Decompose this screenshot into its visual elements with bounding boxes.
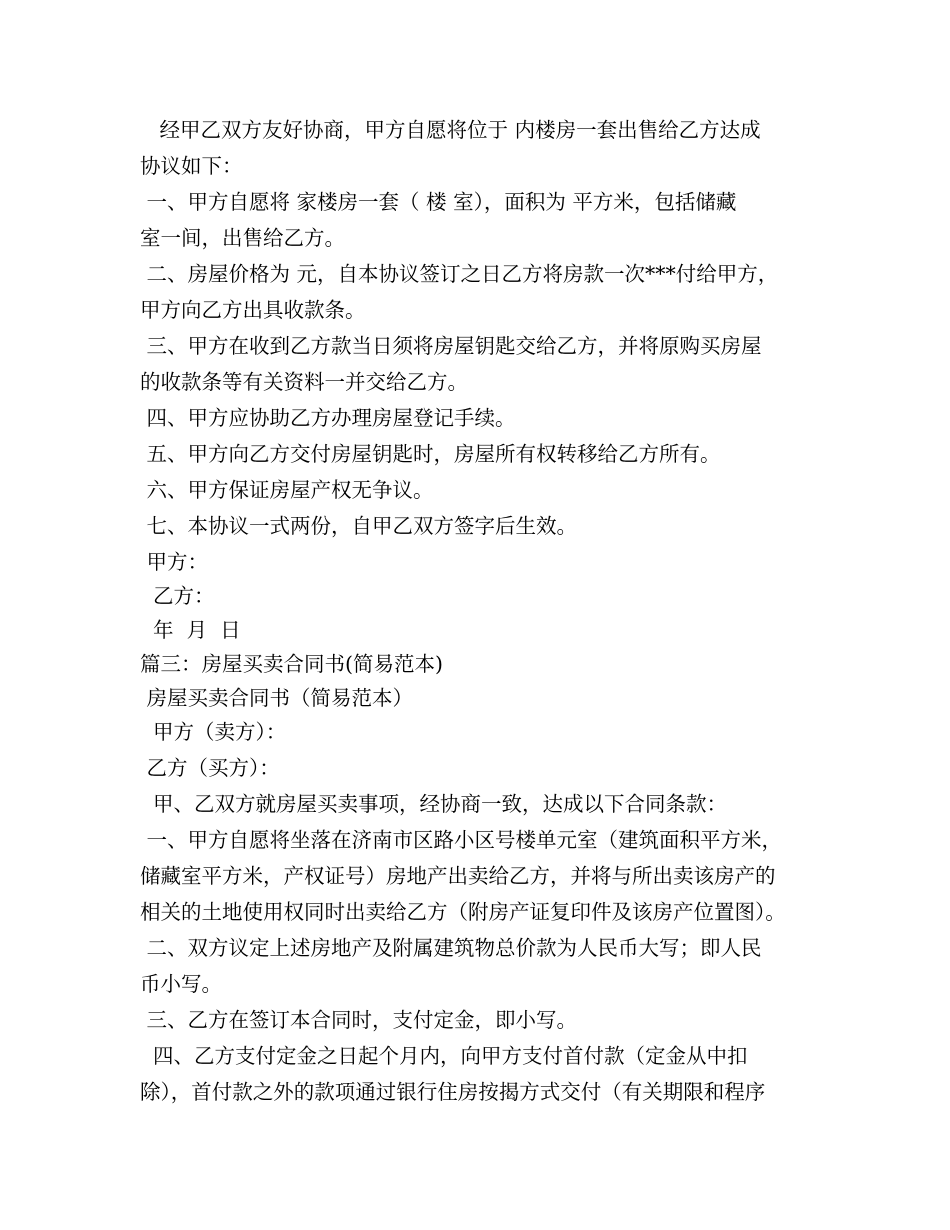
text-line: 乙方： (140, 584, 215, 608)
text-line: 二、房屋价格为 元，自本协议签订之日乙方将房款一次***付给甲方， (140, 262, 779, 286)
text-line: 四、甲方应协助乙方办理房屋登记手续。 (140, 406, 516, 430)
text-line: 一、甲方自愿将 家楼房一套（ 楼 室），面积为 平方米，包括储藏 (140, 190, 737, 214)
text-line: 甲、乙双方就房屋买卖事项，经协商一致，达成以下合同条款： (140, 792, 728, 816)
text-line: 六、甲方保证房屋产权无争议。 (140, 478, 434, 502)
text-line: 七、本协议一式两份，自甲乙双方签字后生效。 (140, 514, 578, 538)
document-title: 房屋买卖合同书（简易范本） (140, 686, 414, 710)
text-line: 三、甲方在收到乙方款当日须将房屋钥匙交给乙方，并将原购买房屋 (140, 334, 762, 358)
text-line: 储藏室平方米，产权证号）房地产出卖给乙方，并将与所出卖该房产的 (140, 864, 776, 888)
text-line: 协议如下： (140, 154, 243, 178)
text-line: 的收款条等有关资料一并交给乙方。 (140, 370, 468, 394)
text-line: 相关的土地使用权同时出卖给乙方（附房产证复印件及该房产位置图）。 (140, 900, 786, 924)
text-line: 甲方： (140, 550, 209, 574)
text-line: 币小写。 (140, 972, 222, 996)
text-line: 除），首付款之外的款项通过银行住房按揭方式交付（有关期限和程序 (140, 1080, 766, 1104)
text-line: 甲方向乙方出具收款条。 (140, 298, 366, 322)
text-line: 甲方（卖方）： (140, 720, 287, 744)
text-line: 一、甲方自愿将坐落在济南市区路小区号楼单元室（建筑面积平方米， (140, 828, 783, 852)
text-line: 二、双方议定上述房地产及附属建筑物总价款为人民币大写；即人民 (140, 936, 762, 960)
text-line: 室一间，出售给乙方。 (140, 226, 345, 250)
text-line: 乙方（买方）： (140, 756, 280, 780)
text-line: 经甲乙双方友好协商，甲方自愿将位于 内楼房一套出售给乙方达成 (140, 118, 761, 142)
text-line: 三、乙方在签订本合同时，支付定金，即小写。 (140, 1008, 578, 1032)
section-heading: 篇三：房屋买卖合同书(简易范本) (140, 652, 443, 676)
text-line: 五、甲方向乙方交付房屋钥匙时，房屋所有权转移给乙方所有。 (140, 442, 721, 466)
text-line: 四、乙方支付定金之日起个月内，向甲方支付首付款（定金从中扣 (140, 1044, 748, 1068)
text-line: 年 月 日 (140, 618, 241, 642)
